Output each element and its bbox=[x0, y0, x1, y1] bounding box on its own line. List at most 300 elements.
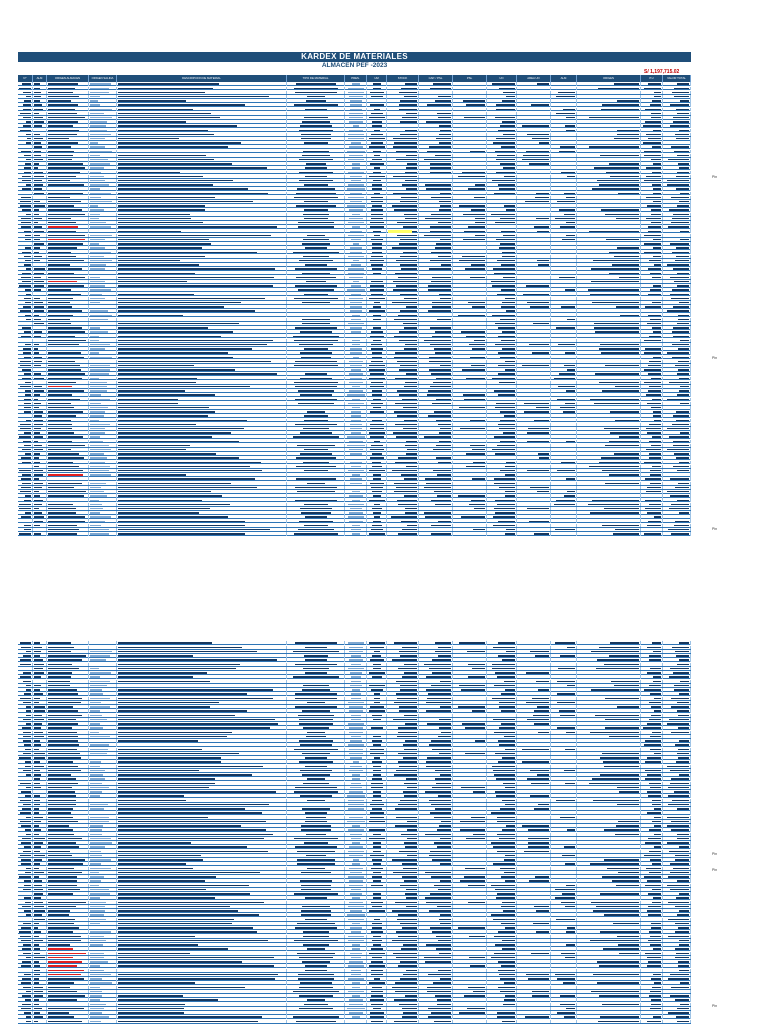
cell-text-mark bbox=[350, 302, 361, 303]
table-cell bbox=[487, 242, 517, 246]
cell-text-mark bbox=[670, 277, 689, 278]
table-cell bbox=[387, 486, 419, 490]
cell-text-mark bbox=[469, 344, 485, 345]
table-cell bbox=[117, 91, 287, 95]
cell-text-mark bbox=[352, 399, 359, 400]
cell-text-mark bbox=[536, 407, 549, 408]
cell-text-mark bbox=[348, 222, 365, 223]
cell-text-mark bbox=[537, 491, 549, 492]
table-cell bbox=[387, 503, 419, 507]
table-cell bbox=[287, 431, 345, 435]
table-cell bbox=[47, 461, 89, 465]
cell-text-mark bbox=[648, 294, 661, 295]
cell-text-mark bbox=[501, 340, 515, 341]
cell-text-mark bbox=[430, 167, 451, 168]
table-cell bbox=[345, 267, 367, 271]
cell-text-mark bbox=[644, 369, 661, 370]
table-cell bbox=[641, 368, 663, 372]
cell-text-mark bbox=[48, 487, 74, 488]
table-cell bbox=[367, 133, 387, 137]
cell-text-mark bbox=[428, 289, 451, 290]
cell-text-mark bbox=[471, 209, 485, 210]
table-cell bbox=[367, 356, 387, 360]
cell-text-mark bbox=[34, 96, 41, 97]
table-cell bbox=[453, 238, 487, 242]
table-cell bbox=[345, 120, 367, 124]
table-cell bbox=[419, 99, 453, 103]
table-cell bbox=[345, 192, 367, 196]
cell-text-mark bbox=[295, 386, 338, 387]
table-cell bbox=[47, 95, 89, 99]
table-cell bbox=[117, 410, 287, 414]
table-cell bbox=[33, 318, 47, 322]
cell-text-mark bbox=[675, 365, 689, 366]
cell-text-mark bbox=[118, 420, 247, 421]
cell-text-mark bbox=[90, 445, 109, 446]
table-cell bbox=[487, 133, 517, 137]
table-cell bbox=[453, 263, 487, 267]
table-cell bbox=[517, 162, 551, 166]
cell-text-mark bbox=[678, 361, 689, 362]
cell-text-mark bbox=[90, 340, 99, 341]
table-cell bbox=[287, 377, 345, 381]
cell-text-mark bbox=[463, 239, 485, 240]
table-cell bbox=[89, 187, 117, 191]
table-cell bbox=[367, 381, 387, 385]
table-cell bbox=[33, 309, 47, 313]
table-cell bbox=[419, 162, 453, 166]
table-cell bbox=[419, 158, 453, 162]
cell-text-mark bbox=[566, 478, 575, 479]
cell-text-mark bbox=[428, 415, 451, 416]
table-cell bbox=[18, 95, 33, 99]
table-cell bbox=[551, 150, 577, 154]
table-cell bbox=[453, 271, 487, 275]
cell-text-mark bbox=[118, 268, 275, 269]
table-cell bbox=[487, 309, 517, 313]
table-cell bbox=[33, 129, 47, 133]
cell-text-mark bbox=[499, 428, 515, 429]
table-cell bbox=[641, 200, 663, 204]
cell-text-mark bbox=[48, 289, 71, 290]
table-cell bbox=[117, 322, 287, 326]
cell-text-mark bbox=[667, 310, 689, 311]
cell-text-mark bbox=[24, 331, 31, 332]
table-cell bbox=[345, 112, 367, 116]
table-cell bbox=[419, 192, 453, 196]
table-cell bbox=[345, 440, 367, 444]
table-cell bbox=[387, 482, 419, 486]
table-cell bbox=[387, 91, 419, 95]
cell-text-mark bbox=[614, 256, 639, 257]
table-cell bbox=[345, 318, 367, 322]
table-cell bbox=[453, 435, 487, 439]
cell-text-mark bbox=[299, 260, 334, 261]
cell-text-mark bbox=[90, 163, 110, 164]
table-cell bbox=[387, 435, 419, 439]
table-cell bbox=[419, 271, 453, 275]
table-cell bbox=[367, 166, 387, 170]
table-cell bbox=[117, 419, 287, 423]
cell-text-mark bbox=[396, 151, 417, 152]
cell-text-mark bbox=[23, 117, 31, 118]
cell-text-mark bbox=[25, 247, 31, 248]
table-cell bbox=[551, 166, 577, 170]
table-cell bbox=[18, 234, 33, 238]
cell-text-mark bbox=[396, 436, 417, 437]
cell-text-mark bbox=[20, 491, 31, 492]
table-cell bbox=[33, 288, 47, 292]
table-cell bbox=[89, 276, 117, 280]
cell-text-mark bbox=[118, 445, 190, 446]
cell-text-mark bbox=[21, 197, 31, 198]
table-cell bbox=[117, 423, 287, 427]
table-cell bbox=[18, 82, 33, 86]
cell-text-mark bbox=[397, 500, 417, 501]
cell-text-mark bbox=[459, 205, 485, 206]
table-cell bbox=[577, 419, 641, 423]
cell-text-mark bbox=[22, 83, 31, 84]
table-cell bbox=[89, 385, 117, 389]
cell-text-mark bbox=[19, 436, 31, 437]
table-cell bbox=[517, 225, 551, 229]
table-cell bbox=[517, 208, 551, 212]
table-cell bbox=[287, 406, 345, 410]
cell-text-mark bbox=[395, 403, 418, 404]
table-cell bbox=[577, 267, 641, 271]
cell-text-mark bbox=[351, 411, 362, 412]
table-cell bbox=[47, 507, 89, 511]
table-cell bbox=[33, 473, 47, 477]
table-cell bbox=[18, 330, 33, 334]
table-cell bbox=[47, 351, 89, 355]
cell-text-mark bbox=[428, 310, 451, 311]
table-cell bbox=[641, 393, 663, 397]
cell-text-mark bbox=[306, 281, 326, 282]
table-cell bbox=[117, 494, 287, 498]
table-cell bbox=[517, 490, 551, 494]
table-cell bbox=[387, 103, 419, 107]
table-cell bbox=[551, 372, 577, 376]
table-cell bbox=[453, 255, 487, 259]
cell-text-mark bbox=[652, 436, 661, 437]
table-cell bbox=[18, 141, 33, 145]
cell-text-mark bbox=[397, 361, 417, 362]
cell-text-mark bbox=[644, 252, 661, 253]
cell-text-mark bbox=[48, 121, 78, 122]
cell-text-mark bbox=[34, 239, 40, 240]
table-cell bbox=[487, 330, 517, 334]
table-cell bbox=[487, 305, 517, 309]
table-cell bbox=[287, 225, 345, 229]
table-cell bbox=[641, 334, 663, 338]
table-cell bbox=[577, 213, 641, 217]
column-header: PRES. bbox=[345, 75, 367, 82]
table-cell bbox=[577, 87, 641, 91]
cell-text-mark bbox=[392, 470, 417, 471]
table-cell bbox=[551, 108, 577, 112]
table-cell bbox=[453, 301, 487, 305]
cell-text-mark bbox=[440, 130, 451, 131]
table-cell bbox=[387, 292, 419, 296]
cell-text-mark bbox=[118, 298, 265, 299]
cell-text-mark bbox=[34, 306, 44, 307]
table-cell bbox=[387, 419, 419, 423]
table-cell bbox=[663, 82, 691, 86]
cell-text-mark bbox=[491, 281, 515, 282]
table-cell bbox=[33, 456, 47, 460]
table-cell bbox=[641, 99, 663, 103]
cell-text-mark bbox=[118, 495, 222, 496]
table-cell bbox=[419, 494, 453, 498]
table-cell bbox=[487, 183, 517, 187]
cell-text-mark bbox=[554, 504, 575, 505]
table-cell bbox=[367, 150, 387, 154]
table-cell bbox=[663, 360, 691, 364]
cell-text-mark bbox=[118, 436, 212, 437]
table-cell bbox=[387, 414, 419, 418]
table-cell bbox=[487, 473, 517, 477]
cell-text-mark bbox=[649, 453, 661, 454]
cell-text-mark bbox=[612, 264, 639, 265]
cell-text-mark bbox=[48, 386, 72, 387]
cell-text-mark bbox=[351, 466, 360, 467]
table-cell bbox=[18, 343, 33, 347]
table-cell bbox=[419, 343, 453, 347]
table-cell bbox=[287, 150, 345, 154]
cell-text-mark bbox=[406, 167, 417, 168]
table-cell bbox=[33, 120, 47, 124]
table-cell bbox=[18, 490, 33, 494]
table-cell bbox=[345, 238, 367, 242]
table-cell bbox=[18, 204, 33, 208]
table-cell bbox=[18, 120, 33, 124]
cell-text-mark bbox=[501, 264, 515, 265]
cell-text-mark bbox=[676, 411, 689, 412]
table-cell bbox=[577, 187, 641, 191]
table-cell bbox=[663, 120, 691, 124]
table-cell bbox=[89, 469, 117, 473]
table-cell bbox=[18, 313, 33, 317]
table-cell bbox=[419, 280, 453, 284]
table-cell bbox=[663, 112, 691, 116]
table-cell bbox=[18, 150, 33, 154]
table-cell bbox=[663, 171, 691, 175]
table-cell bbox=[33, 414, 47, 418]
cell-text-mark bbox=[394, 483, 417, 484]
cell-text-mark bbox=[25, 394, 31, 395]
cell-text-mark bbox=[21, 478, 31, 479]
table-cell bbox=[47, 112, 89, 116]
table-cell bbox=[18, 456, 33, 460]
table-cell bbox=[89, 288, 117, 292]
cell-text-mark bbox=[370, 222, 384, 223]
table-cell bbox=[367, 301, 387, 305]
table-cell bbox=[33, 95, 47, 99]
cell-text-mark bbox=[34, 315, 39, 316]
cell-text-mark bbox=[566, 130, 575, 131]
table-cell bbox=[117, 435, 287, 439]
cell-text-mark bbox=[373, 315, 380, 316]
table-cell bbox=[117, 473, 287, 477]
cell-text-mark bbox=[606, 172, 639, 173]
cell-text-mark bbox=[652, 184, 661, 185]
table-cell bbox=[517, 473, 551, 477]
cell-text-mark bbox=[430, 344, 451, 345]
cell-text-mark bbox=[522, 159, 549, 160]
cell-text-mark bbox=[401, 474, 417, 475]
cell-text-mark bbox=[372, 491, 383, 492]
table-cell bbox=[387, 196, 419, 200]
cell-text-mark bbox=[24, 256, 31, 257]
table-cell bbox=[367, 234, 387, 238]
table-cell bbox=[419, 456, 453, 460]
table-cell bbox=[33, 343, 47, 347]
table-cell bbox=[117, 305, 287, 309]
table-cell bbox=[641, 330, 663, 334]
table-cell bbox=[577, 150, 641, 154]
table-cell bbox=[89, 435, 117, 439]
table-cell bbox=[89, 410, 117, 414]
table-cell bbox=[577, 271, 641, 275]
table-cell bbox=[367, 183, 387, 187]
cell-text-mark bbox=[34, 394, 40, 395]
cell-text-mark bbox=[34, 462, 40, 463]
table-cell bbox=[89, 238, 117, 242]
table-cell bbox=[551, 242, 577, 246]
table-cell bbox=[18, 208, 33, 212]
cell-text-mark bbox=[536, 193, 549, 194]
cell-text-mark bbox=[506, 209, 515, 210]
cell-text-mark bbox=[503, 92, 515, 93]
table-cell bbox=[18, 435, 33, 439]
table-cell bbox=[453, 250, 487, 254]
cell-text-mark bbox=[349, 298, 362, 299]
cell-text-mark bbox=[34, 151, 41, 152]
cell-text-mark bbox=[434, 491, 451, 492]
table-cell bbox=[551, 112, 577, 116]
cell-text-mark bbox=[399, 331, 417, 332]
table-cell bbox=[487, 419, 517, 423]
table-cell bbox=[663, 108, 691, 112]
cell-text-mark bbox=[400, 239, 417, 240]
table-cell bbox=[117, 414, 287, 418]
cell-text-mark bbox=[644, 235, 661, 236]
cell-text-mark bbox=[430, 88, 451, 89]
cell-text-mark bbox=[556, 96, 575, 97]
table-cell bbox=[345, 99, 367, 103]
table-cell bbox=[18, 171, 33, 175]
cell-text-mark bbox=[372, 243, 381, 244]
cell-text-mark bbox=[567, 491, 575, 492]
table-cell bbox=[577, 360, 641, 364]
cell-text-mark bbox=[431, 214, 451, 215]
table-cell bbox=[419, 389, 453, 393]
cell-text-mark bbox=[373, 474, 381, 475]
table-cell bbox=[487, 196, 517, 200]
table-cell bbox=[577, 347, 641, 351]
cell-text-mark bbox=[118, 109, 193, 110]
cell-text-mark bbox=[369, 298, 385, 299]
cell-text-mark bbox=[592, 500, 639, 501]
cell-text-mark bbox=[90, 399, 110, 400]
cell-text-mark bbox=[90, 504, 102, 505]
cell-text-mark bbox=[348, 235, 364, 236]
cell-text-mark bbox=[90, 508, 103, 509]
table-cell bbox=[663, 213, 691, 217]
cell-text-mark bbox=[407, 449, 417, 450]
table-cell bbox=[345, 435, 367, 439]
cell-text-mark bbox=[118, 403, 178, 404]
cell-text-mark bbox=[406, 441, 417, 442]
cell-text-mark bbox=[610, 411, 639, 412]
cell-text-mark bbox=[373, 340, 381, 341]
table-cell bbox=[487, 108, 517, 112]
table-cell bbox=[387, 271, 419, 275]
cell-text-mark bbox=[437, 113, 451, 114]
cell-text-mark bbox=[495, 453, 515, 454]
table-cell bbox=[577, 309, 641, 313]
table-cell bbox=[641, 82, 663, 86]
cell-text-mark bbox=[495, 344, 515, 345]
cell-text-mark bbox=[350, 109, 362, 110]
cell-text-mark bbox=[23, 441, 31, 442]
cell-text-mark bbox=[34, 457, 39, 458]
table-cell bbox=[641, 322, 663, 326]
table-cell bbox=[117, 192, 287, 196]
cell-text-mark bbox=[670, 294, 689, 295]
table-cell bbox=[641, 87, 663, 91]
table-cell bbox=[345, 204, 367, 208]
table-cell bbox=[345, 133, 367, 137]
cell-text-mark bbox=[34, 273, 44, 274]
cell-text-mark bbox=[24, 357, 31, 358]
cell-text-mark bbox=[651, 117, 661, 118]
table-cell bbox=[18, 154, 33, 158]
table-cell bbox=[453, 461, 487, 465]
cell-text-mark bbox=[610, 176, 639, 177]
cell-text-mark bbox=[23, 306, 31, 307]
table-cell bbox=[577, 414, 641, 418]
table-cell bbox=[387, 145, 419, 149]
cell-text-mark bbox=[672, 424, 689, 425]
table-cell bbox=[551, 313, 577, 317]
table-cell bbox=[641, 385, 663, 389]
cell-text-mark bbox=[435, 247, 451, 248]
table-cell bbox=[287, 288, 345, 292]
cell-text-mark bbox=[602, 390, 639, 391]
table-cell bbox=[387, 99, 419, 103]
table-cell bbox=[641, 305, 663, 309]
cell-text-mark bbox=[653, 130, 661, 131]
cell-text-mark bbox=[21, 218, 31, 219]
cell-text-mark bbox=[399, 104, 417, 105]
table-cell bbox=[641, 440, 663, 444]
table-cell bbox=[487, 393, 517, 397]
cell-text-mark bbox=[564, 193, 575, 194]
cell-text-mark bbox=[619, 436, 639, 437]
table-cell bbox=[89, 124, 117, 128]
cell-text-mark bbox=[304, 348, 328, 349]
cell-text-mark bbox=[300, 378, 332, 379]
table-cell bbox=[89, 452, 117, 456]
cell-text-mark bbox=[371, 209, 382, 210]
cell-text-mark bbox=[532, 138, 549, 139]
table-cell bbox=[117, 187, 287, 191]
cell-text-mark bbox=[470, 357, 485, 358]
table-cell bbox=[551, 267, 577, 271]
cell-text-mark bbox=[561, 306, 575, 307]
